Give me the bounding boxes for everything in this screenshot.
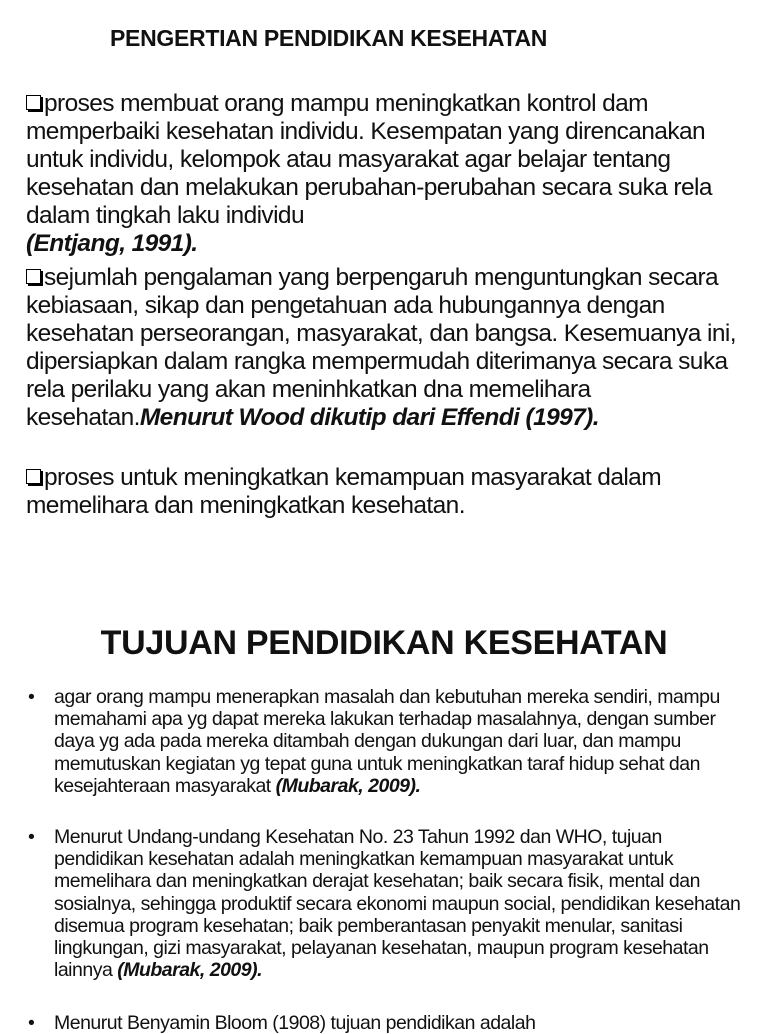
checkbox-bullet-icon	[26, 469, 41, 484]
checkbox-bullet-icon	[26, 269, 41, 284]
definition-text: sejumlah pengalaman yang berpengaruh menguntungkan secara kebiasaan, sikap dan pengetahuan ada hubungannya dengan kesehatan perseorangan, masyarakat, dan bangsa. Kesemuanya ini, dipersiapkan dalam rangka mempermudah diterimanya secara suka rela perilaku yang akan meninhkatkan dna memelihara kesehatan.	[26, 264, 736, 431]
definition-item	[26, 464, 756, 520]
definition-text: proses untuk meningkatkan kemampuan masyarakat dalam memelihara dan meningkatkan kesehatan.	[26, 464, 662, 519]
bullet-icon: •	[28, 686, 35, 708]
checkbox-bullet-icon	[26, 95, 41, 110]
definition-item	[26, 90, 756, 258]
list-item: • Menurut Undang-undang Kesehatan No. 23 Tahun 1992 dan WHO, tujuan pendidikan kesehatan adalah meningkatkan kemampuan masyarakat untuk memelihara dan meningkatkan derajat kesehatan; baik secara fisik, mental dan sosialnya, sehingga produktif secara ekonomi maupun social, pendidikan kesehatan disemua program kesehatan; baik pemberantasan penyakit menular, sanitasi lingkungan, gizi masyarakat, pelayanan kesehatan, maupun program kesehatan lainnya (Mubarak, 2009).	[28, 826, 741, 982]
citation: Menurut Wood dikutip dari Effendi (1997).	[139, 404, 599, 431]
definition-item	[26, 264, 756, 432]
list-item: • Menurut Benyamin Bloom (1908) tujuan pendidikan adalah	[28, 1012, 536, 1034]
citation: (Mubarak, 2009).	[117, 959, 263, 982]
slide-title: PENGERTIAN PENDIDIKAN KESEHATAN	[110, 25, 548, 51]
list-item: • agar orang mampu menerapkan masalah dan kebutuhan mereka sendiri, mampu memahami apa yg dapat mereka lakukan terhadap masalahnya, dengan sumber daya yg ada pada mereka ditambah dengan dukungan dari luar, dan mampu memutuskan kegiatan yg tepat guna untuk meningkatkan taraf hidup sehat dan kesejahteraan masyarakat (Mubarak, 2009).	[28, 686, 720, 797]
bullet-icon: •	[28, 1012, 35, 1034]
citation: (Entjang, 1991).	[26, 230, 198, 257]
citation: (Mubarak, 2009).	[275, 774, 421, 797]
slide-title: TUJUAN PENDIDIKAN KESEHATAN	[100, 624, 668, 662]
definition-text: proses membuat orang mampu meningkatkan kontrol dam memperbaiki kesehatan individu. Kesempatan yang direncanakan untuk individu, kelompok atau masyarakat agar belajar tentang kesehatan dan melakukan perubahan-perubahan secara suka rela dalam tingkah laku individu	[26, 90, 712, 229]
bullet-icon: •	[28, 826, 35, 848]
